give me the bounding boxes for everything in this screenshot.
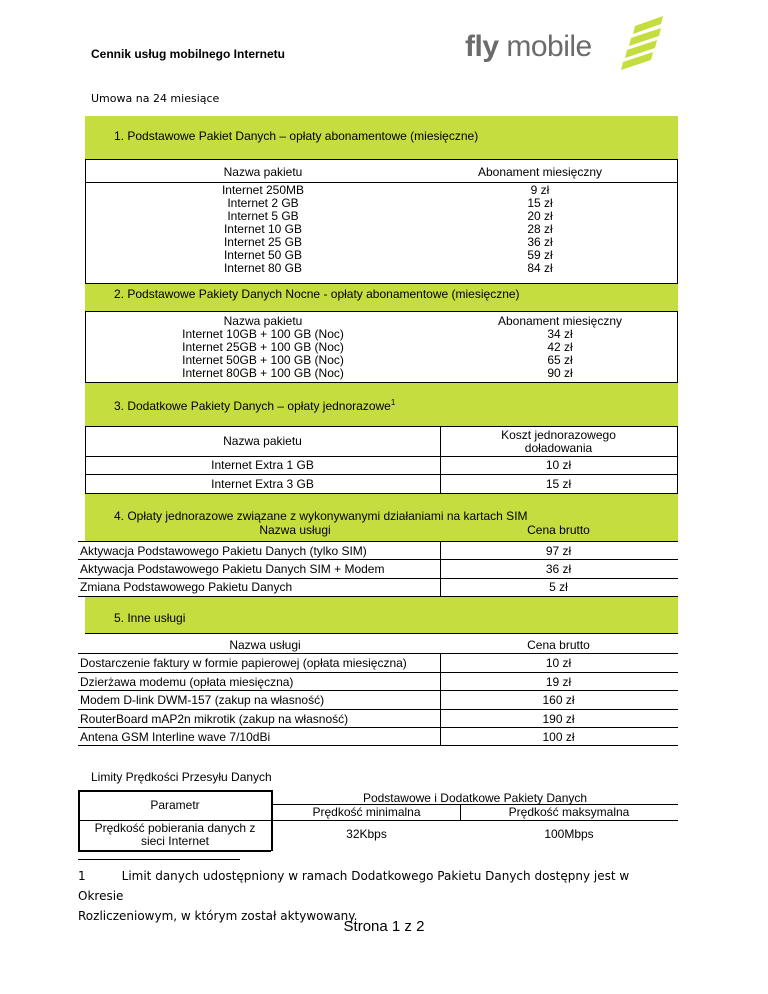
divider (78, 690, 678, 691)
table-cell: 100 zł (542, 730, 575, 744)
divider (78, 559, 678, 560)
footnote-text-2: Rozliczeniowym, w którym został aktywowany. (78, 909, 358, 923)
table-cell: Internet 50 GB (223, 248, 303, 262)
divider (78, 745, 678, 746)
table-cell: Internet 2 GB (227, 196, 299, 210)
divider (85, 311, 86, 383)
table-header-cell: Abonament miesięczny (497, 314, 623, 328)
table-cell: 9 zł (530, 183, 550, 197)
section3-col-price-1: Koszt jednorazowego (501, 428, 616, 442)
table-cell: Dzierżawa modemu (opłata miesięczna) (80, 675, 294, 689)
section4-title: 4. Opłaty jednorazowe związane z wykonywanymi działaniami na kartach SIM (114, 509, 528, 523)
footnote-text-1: Limit danych udostępniony w ramach Dodatkowego Pakietu Danych dostępny jest w Okresie (78, 869, 630, 903)
table-cell: 15 zł (545, 477, 572, 491)
divider (85, 474, 678, 475)
table-cell: 190 zł (542, 712, 575, 726)
divider (78, 790, 271, 792)
table-header-cell: Nazwa pakietu (223, 314, 303, 328)
divider (78, 541, 678, 542)
table-cell: Internet Extra 3 GB (211, 477, 314, 491)
section1-names (160, 184, 366, 275)
limits-max-value: 100Mbps (544, 827, 594, 841)
table-cell: 36 zł (545, 562, 572, 576)
limits-group-header: Podstawowe i Dodatkowe Pakiety Danych (362, 791, 588, 805)
section4-col-price: Cena brutto (527, 523, 590, 537)
section2-prices (440, 315, 680, 380)
document-title: Cennik usług mobilnego Internetu (91, 47, 286, 61)
table-cell: 20 zł (527, 209, 553, 223)
logo-text-light: mobile (506, 30, 592, 63)
table-cell: 65 zł (547, 353, 573, 367)
divider (677, 159, 678, 284)
table-cell: 19 zł (545, 675, 572, 689)
limits-row-label-1: Prędkość pobierania danych z (94, 821, 256, 835)
divider (85, 159, 678, 160)
table-cell: Dostarczenie faktury w formie papierowej (opłata miesięczna) (80, 656, 407, 670)
divider (85, 426, 678, 427)
table-cell: 90 zł (547, 366, 573, 380)
table-cell: 160 zł (542, 693, 575, 707)
table-cell: Internet Extra 1 GB (211, 458, 314, 472)
section2-title: 2. Podstawowe Pakiety Danych Nocne - opłaty abonamentowe (miesięczne) (114, 287, 520, 301)
section4-col-name: Nazwa usługi (259, 523, 331, 537)
table-cell: 15 zł (527, 196, 553, 210)
page-number: Strona 1 z 2 (343, 918, 425, 935)
table-cell: Modem D-link DWM-157 (zakup na własność) (80, 693, 325, 707)
footnote-number: 1 (78, 869, 86, 883)
logo-text-bold: fly (465, 30, 499, 63)
table-cell: Internet 80GB + 100 GB (Noc) (182, 366, 344, 380)
contract-term: Umowa na 24 miesiące (91, 92, 220, 105)
table-cell: Aktywacja Podstawowego Pakietu Danych SIM + Modem (80, 562, 385, 576)
section3-col-price-2: doładowania (524, 441, 593, 455)
table-cell: 28 zł (527, 222, 553, 236)
footnote-ref: 1 (390, 398, 396, 407)
divider (78, 850, 271, 852)
table-cell: Antena GSM Interline wave 7/10dBi (80, 730, 271, 744)
divider (78, 709, 678, 710)
table-cell: RouterBoard mAP2n mikrotik (zakup na własność) (80, 712, 349, 726)
table-cell: Internet 25GB + 100 GB (Noc) (182, 340, 344, 354)
table-cell: 59 zł (527, 248, 553, 262)
divider (85, 311, 678, 312)
limits-max-header: Prędkość maksymalna (508, 805, 630, 819)
footnote-rule (78, 859, 240, 860)
table-cell: Zmiana Podstawowego Pakietu Danych (80, 580, 293, 594)
table-cell: 34 zł (547, 327, 573, 341)
divider (85, 456, 678, 457)
table-cell: Internet 25 GB (223, 235, 303, 249)
table-cell: 5 zł (549, 580, 568, 594)
footnote (78, 866, 678, 926)
divider (85, 159, 86, 284)
footnote-line-1 (78, 866, 678, 906)
divider (85, 283, 678, 284)
table-cell: Internet 250MB (221, 183, 305, 197)
section3-title-text: 3. Dodatkowe Pakiety Danych – opłaty jednorazowe (114, 399, 391, 413)
section5-col-price: Cena brutto (527, 638, 590, 652)
section3-col-name: Nazwa pakietu (223, 434, 302, 448)
section3-title (114, 398, 395, 413)
limits-min-header: Prędkość minimalna (312, 805, 421, 819)
table-cell: Internet 50GB + 100 GB (Noc) (182, 353, 344, 367)
divider (85, 633, 678, 634)
table-cell: 10 zł (545, 458, 572, 472)
fly-mobile-logo (465, 14, 675, 76)
section1-col-name: Nazwa pakietu (223, 165, 303, 179)
divider (78, 578, 678, 579)
divider (78, 653, 678, 654)
table-cell: 36 zł (527, 235, 553, 249)
divider (78, 672, 678, 673)
limits-title: Limity Prędkości Przesyłu Danych (91, 770, 272, 784)
logo-wordmark (465, 30, 592, 64)
section2-names (160, 315, 366, 380)
table-cell: 97 zł (545, 544, 572, 558)
limits-row-label-2: sieci Internet (140, 834, 210, 848)
table-cell: 10 zł (545, 656, 572, 670)
table-cell: Internet 80 GB (223, 261, 303, 275)
divider (677, 426, 678, 494)
table-cell: Internet 10 GB (223, 222, 303, 236)
section5-col-name: Nazwa usługi (229, 638, 301, 652)
logo-stripes-icon (605, 14, 665, 76)
table-cell: Aktywacja Podstawowego Pakietu Danych (tylko SIM) (80, 544, 367, 558)
divider (78, 727, 678, 728)
divider (273, 820, 678, 821)
limits-param-header: Parametr (150, 798, 200, 812)
table-cell: Internet 10GB + 100 GB (Noc) (182, 327, 344, 341)
table-cell: 42 zł (547, 340, 573, 354)
table-cell: 84 zł (527, 261, 553, 275)
section1-col-price: Abonament miesięczny (477, 165, 603, 179)
section5-title: 5. Inne usługi (114, 611, 186, 625)
table-cell: Internet 5 GB (227, 209, 299, 223)
section1-title: 1. Podstawowe Pakiet Danych – opłaty abonamentowe (miesięczne) (114, 129, 479, 143)
section1-prices (440, 184, 640, 275)
limits-min-value: 32Kbps (346, 827, 387, 841)
divider (85, 182, 678, 183)
divider (460, 804, 461, 820)
